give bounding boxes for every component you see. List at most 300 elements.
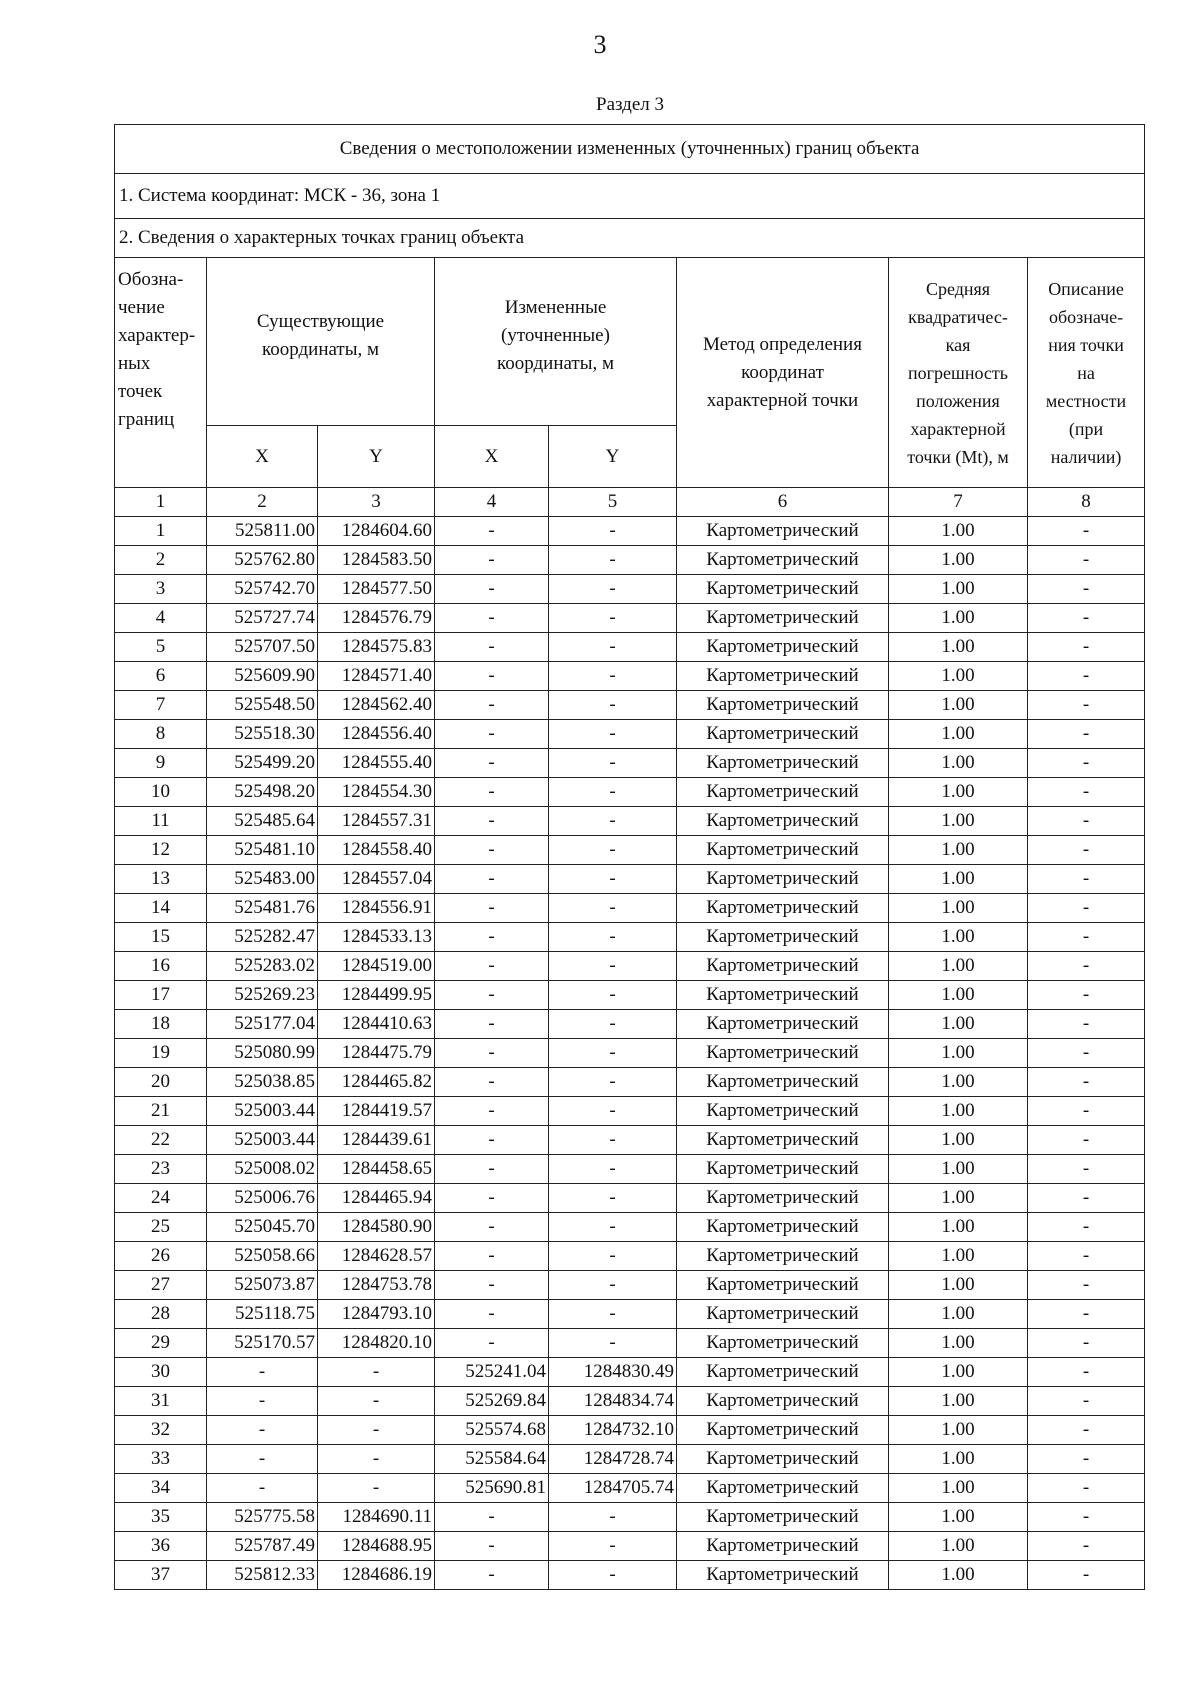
existing-x-cell: 525498.20 <box>207 778 318 807</box>
method-cell: Картометрический <box>677 1329 889 1358</box>
changed-x-cell: - <box>435 604 549 633</box>
accuracy-cell: 1.00 <box>889 662 1028 691</box>
existing-y-cell: 1284628.57 <box>318 1242 435 1271</box>
description-cell: - <box>1028 575 1145 604</box>
method-cell: Картометрический <box>677 1242 889 1271</box>
changed-x-cell: - <box>435 517 549 546</box>
changed-x-cell: - <box>435 749 549 778</box>
table-row <box>115 981 1145 1010</box>
method-cell: Картометрический <box>677 981 889 1010</box>
table-row <box>115 778 1145 807</box>
existing-x-cell: - <box>207 1358 318 1387</box>
description-cell: - <box>1028 1532 1145 1561</box>
existing-x-cell: 525707.50 <box>207 633 318 662</box>
table-row <box>115 604 1145 633</box>
point-number-cell: 20 <box>115 1068 207 1097</box>
changed-x-cell: - <box>435 1097 549 1126</box>
existing-y-cell: 1284439.61 <box>318 1126 435 1155</box>
description-cell: - <box>1028 836 1145 865</box>
description-cell: - <box>1028 1155 1145 1184</box>
table-row <box>115 1184 1145 1213</box>
changed-x-cell: - <box>435 1068 549 1097</box>
changed-x-cell: - <box>435 662 549 691</box>
existing-y-cell: - <box>318 1474 435 1503</box>
method-cell: Картометрический <box>677 720 889 749</box>
description-cell: - <box>1028 1329 1145 1358</box>
table-row <box>115 865 1145 894</box>
existing-y-cell: 1284558.40 <box>318 836 435 865</box>
changed-x-cell: - <box>435 865 549 894</box>
point-number-cell: 8 <box>115 720 207 749</box>
changed-x-cell: - <box>435 1561 549 1590</box>
method-cell: Картометрический <box>677 691 889 720</box>
changed-y-cell: 1284705.74 <box>549 1474 677 1503</box>
accuracy-cell: 1.00 <box>889 720 1028 749</box>
changed-x-cell: - <box>435 1155 549 1184</box>
existing-y-cell: - <box>318 1358 435 1387</box>
description-cell: - <box>1028 923 1145 952</box>
description-cell: - <box>1028 865 1145 894</box>
changed-y-cell: - <box>549 1329 677 1358</box>
existing-x-cell: 525080.99 <box>207 1039 318 1068</box>
accuracy-cell: 1.00 <box>889 894 1028 923</box>
accuracy-cell: 1.00 <box>889 1097 1028 1126</box>
existing-y-cell: 1284577.50 <box>318 575 435 604</box>
changed-x-cell: - <box>435 691 549 720</box>
point-number-cell: 21 <box>115 1097 207 1126</box>
method-cell: Картометрический <box>677 778 889 807</box>
table-row <box>115 1445 1145 1474</box>
table-title: Сведения о местоположении измененных (уточненных) границ объекта <box>115 125 1145 174</box>
description-cell: - <box>1028 981 1145 1010</box>
existing-x-cell: 525483.00 <box>207 865 318 894</box>
header-accuracy: Средняя квадратичес- кая погрешность положения характерной точки (Mt), м <box>889 258 1028 488</box>
changed-y-cell: - <box>549 575 677 604</box>
changed-y-cell: - <box>549 894 677 923</box>
method-cell: Картометрический <box>677 633 889 662</box>
changed-y-cell: - <box>549 1300 677 1329</box>
table-row <box>115 1213 1145 1242</box>
existing-y-cell: 1284753.78 <box>318 1271 435 1300</box>
description-cell: - <box>1028 633 1145 662</box>
method-cell: Картометрический <box>677 1445 889 1474</box>
accuracy-cell: 1.00 <box>889 1213 1028 1242</box>
point-number-cell: 30 <box>115 1358 207 1387</box>
description-cell: - <box>1028 894 1145 923</box>
column-number: 6 <box>677 488 889 517</box>
accuracy-cell: 1.00 <box>889 691 1028 720</box>
method-cell: Картометрический <box>677 1068 889 1097</box>
description-cell: - <box>1028 952 1145 981</box>
method-cell: Картометрический <box>677 1155 889 1184</box>
accuracy-cell: 1.00 <box>889 1358 1028 1387</box>
header-changed-coords: Измененные (уточненные) координаты, м <box>435 258 677 426</box>
table-row <box>115 1416 1145 1445</box>
existing-x-cell: 525282.47 <box>207 923 318 952</box>
table-row <box>115 1300 1145 1329</box>
header-method: Метод определения координат характерной точки <box>677 258 889 488</box>
existing-x-cell: 525045.70 <box>207 1213 318 1242</box>
accuracy-cell: 1.00 <box>889 633 1028 662</box>
changed-x-cell: - <box>435 575 549 604</box>
method-cell: Картометрический <box>677 1097 889 1126</box>
existing-x-cell: 525003.44 <box>207 1097 318 1126</box>
header-changed-y: Y <box>549 426 677 488</box>
existing-y-cell: 1284580.90 <box>318 1213 435 1242</box>
point-number-cell: 36 <box>115 1532 207 1561</box>
changed-x-cell: 525269.84 <box>435 1387 549 1416</box>
existing-x-cell: 525008.02 <box>207 1155 318 1184</box>
header-existing-x: X <box>207 426 318 488</box>
point-number-cell: 27 <box>115 1271 207 1300</box>
description-cell: - <box>1028 1068 1145 1097</box>
changed-x-cell: - <box>435 1126 549 1155</box>
existing-x-cell: 525499.20 <box>207 749 318 778</box>
existing-x-cell: 525073.87 <box>207 1271 318 1300</box>
header-changed-x: X <box>435 426 549 488</box>
point-number-cell: 19 <box>115 1039 207 1068</box>
method-cell: Картометрический <box>677 1184 889 1213</box>
accuracy-cell: 1.00 <box>889 1474 1028 1503</box>
table-row <box>115 662 1145 691</box>
method-cell: Картометрический <box>677 1358 889 1387</box>
point-number-cell: 35 <box>115 1503 207 1532</box>
accuracy-cell: 1.00 <box>889 952 1028 981</box>
existing-x-cell: 525812.33 <box>207 1561 318 1590</box>
changed-x-cell: - <box>435 894 549 923</box>
method-cell: Картометрический <box>677 1271 889 1300</box>
point-number-cell: 32 <box>115 1416 207 1445</box>
method-cell: Картометрический <box>677 546 889 575</box>
description-cell: - <box>1028 691 1145 720</box>
changed-y-cell: - <box>549 1155 677 1184</box>
method-cell: Картометрический <box>677 1503 889 1532</box>
existing-x-cell: 525775.58 <box>207 1503 318 1532</box>
changed-y-cell: - <box>549 1126 677 1155</box>
method-cell: Картометрический <box>677 865 889 894</box>
existing-y-cell: 1284519.00 <box>318 952 435 981</box>
header-existing-coords: Существующие координаты, м <box>207 258 435 426</box>
changed-y-cell: - <box>549 517 677 546</box>
method-cell: Картометрический <box>677 923 889 952</box>
existing-x-cell: - <box>207 1445 318 1474</box>
section-title: Раздел 3 <box>596 94 664 115</box>
existing-y-cell: 1284557.31 <box>318 807 435 836</box>
changed-y-cell: - <box>549 1503 677 1532</box>
description-cell: - <box>1028 1416 1145 1445</box>
changed-x-cell: - <box>435 1271 549 1300</box>
changed-y-cell: 1284732.10 <box>549 1416 677 1445</box>
changed-y-cell: - <box>549 836 677 865</box>
accuracy-cell: 1.00 <box>889 604 1028 633</box>
table-row <box>115 691 1145 720</box>
changed-x-cell: - <box>435 923 549 952</box>
column-number-row <box>115 488 1145 517</box>
existing-y-cell: 1284604.60 <box>318 517 435 546</box>
point-number-cell: 5 <box>115 633 207 662</box>
point-number-cell: 10 <box>115 778 207 807</box>
changed-x-cell: - <box>435 1329 549 1358</box>
method-cell: Картометрический <box>677 1300 889 1329</box>
column-number: 1 <box>115 488 207 517</box>
existing-x-cell: 525742.70 <box>207 575 318 604</box>
existing-x-cell: 525003.44 <box>207 1126 318 1155</box>
point-number-cell: 28 <box>115 1300 207 1329</box>
existing-y-cell: 1284556.40 <box>318 720 435 749</box>
changed-y-cell: 1284728.74 <box>549 1445 677 1474</box>
accuracy-cell: 1.00 <box>889 1184 1028 1213</box>
coordinate-system: 1. Система координат: МСК - 36, зона 1 <box>115 174 1145 219</box>
accuracy-cell: 1.00 <box>889 1329 1028 1358</box>
accuracy-cell: 1.00 <box>889 1126 1028 1155</box>
changed-y-cell: - <box>549 604 677 633</box>
changed-y-cell: - <box>549 1068 677 1097</box>
changed-x-cell: - <box>435 952 549 981</box>
existing-y-cell: 1284556.91 <box>318 894 435 923</box>
existing-y-cell: 1284575.83 <box>318 633 435 662</box>
existing-x-cell: - <box>207 1474 318 1503</box>
existing-x-cell: 525038.85 <box>207 1068 318 1097</box>
point-number-cell: 37 <box>115 1561 207 1590</box>
point-number-cell: 13 <box>115 865 207 894</box>
accuracy-cell: 1.00 <box>889 778 1028 807</box>
point-number-cell: 12 <box>115 836 207 865</box>
changed-y-cell: - <box>549 1242 677 1271</box>
table-row <box>115 923 1145 952</box>
table-row <box>115 633 1145 662</box>
changed-x-cell: - <box>435 1503 549 1532</box>
accuracy-cell: 1.00 <box>889 749 1028 778</box>
existing-y-cell: 1284465.82 <box>318 1068 435 1097</box>
existing-y-cell: 1284562.40 <box>318 691 435 720</box>
header-designation: Обозна- чение характер- ных точек границ <box>115 258 207 488</box>
changed-y-cell: - <box>549 546 677 575</box>
existing-x-cell: 525518.30 <box>207 720 318 749</box>
point-number-cell: 22 <box>115 1126 207 1155</box>
existing-y-cell: 1284458.65 <box>318 1155 435 1184</box>
existing-y-cell: 1284475.79 <box>318 1039 435 1068</box>
accuracy-cell: 1.00 <box>889 865 1028 894</box>
accuracy-cell: 1.00 <box>889 1155 1028 1184</box>
table-row <box>115 1271 1145 1300</box>
changed-x-cell: 525690.81 <box>435 1474 549 1503</box>
changed-x-cell: - <box>435 1184 549 1213</box>
method-cell: Картометрический <box>677 894 889 923</box>
existing-y-cell: 1284820.10 <box>318 1329 435 1358</box>
existing-x-cell: 525481.10 <box>207 836 318 865</box>
existing-x-cell: 525481.76 <box>207 894 318 923</box>
point-number-cell: 18 <box>115 1010 207 1039</box>
table-row <box>115 1097 1145 1126</box>
existing-x-cell: 525787.49 <box>207 1532 318 1561</box>
existing-y-cell: 1284686.19 <box>318 1561 435 1590</box>
method-cell: Картометрический <box>677 662 889 691</box>
table-row <box>115 1329 1145 1358</box>
table-row <box>115 1068 1145 1097</box>
description-cell: - <box>1028 1184 1145 1213</box>
changed-x-cell: - <box>435 633 549 662</box>
accuracy-cell: 1.00 <box>889 1271 1028 1300</box>
changed-x-cell: - <box>435 1039 549 1068</box>
description-cell: - <box>1028 749 1145 778</box>
method-cell: Картометрический <box>677 1532 889 1561</box>
changed-x-cell: 525574.68 <box>435 1416 549 1445</box>
existing-x-cell: 525609.90 <box>207 662 318 691</box>
point-number-cell: 33 <box>115 1445 207 1474</box>
method-cell: Картометрический <box>677 807 889 836</box>
point-number-cell: 31 <box>115 1387 207 1416</box>
description-cell: - <box>1028 1242 1145 1271</box>
changed-y-cell: - <box>549 1532 677 1561</box>
point-number-cell: 24 <box>115 1184 207 1213</box>
table-row <box>115 1561 1145 1590</box>
existing-y-cell: 1284583.50 <box>318 546 435 575</box>
method-cell: Картометрический <box>677 575 889 604</box>
changed-x-cell: - <box>435 1010 549 1039</box>
method-cell: Картометрический <box>677 604 889 633</box>
point-number-cell: 3 <box>115 575 207 604</box>
method-cell: Картометрический <box>677 1010 889 1039</box>
changed-x-cell: 525584.64 <box>435 1445 549 1474</box>
accuracy-cell: 1.00 <box>889 1503 1028 1532</box>
description-cell: - <box>1028 662 1145 691</box>
table-row <box>115 1358 1145 1387</box>
table-row <box>115 749 1145 778</box>
description-cell: - <box>1028 1271 1145 1300</box>
method-cell: Картометрический <box>677 1416 889 1445</box>
changed-y-cell: - <box>549 662 677 691</box>
method-cell: Картометрический <box>677 1387 889 1416</box>
point-number-cell: 6 <box>115 662 207 691</box>
changed-x-cell: - <box>435 981 549 1010</box>
table-row <box>115 1010 1145 1039</box>
method-cell: Картометрический <box>677 1561 889 1590</box>
existing-y-cell: 1284571.40 <box>318 662 435 691</box>
existing-x-cell: 525727.74 <box>207 604 318 633</box>
description-cell: - <box>1028 1126 1145 1155</box>
changed-y-cell: - <box>549 1184 677 1213</box>
page-number: 3 <box>593 30 607 59</box>
changed-y-cell: - <box>549 778 677 807</box>
table-row <box>115 1242 1145 1271</box>
method-cell: Картометрический <box>677 517 889 546</box>
description-cell: - <box>1028 1097 1145 1126</box>
existing-y-cell: 1284688.95 <box>318 1532 435 1561</box>
accuracy-cell: 1.00 <box>889 517 1028 546</box>
table-row <box>115 1155 1145 1184</box>
table-row <box>115 575 1145 604</box>
point-number-cell: 2 <box>115 546 207 575</box>
changed-x-cell: - <box>435 546 549 575</box>
existing-y-cell: 1284557.04 <box>318 865 435 894</box>
point-number-cell: 34 <box>115 1474 207 1503</box>
column-number: 3 <box>318 488 435 517</box>
description-cell: - <box>1028 1039 1145 1068</box>
table-row <box>115 894 1145 923</box>
description-cell: - <box>1028 604 1145 633</box>
header-description: Описание обозначе- ния точки на местности (при наличии) <box>1028 258 1145 488</box>
existing-x-cell: 525548.50 <box>207 691 318 720</box>
table-row <box>115 546 1145 575</box>
changed-y-cell: - <box>549 1097 677 1126</box>
existing-y-cell: - <box>318 1445 435 1474</box>
method-cell: Картометрический <box>677 749 889 778</box>
existing-y-cell: 1284533.13 <box>318 923 435 952</box>
table-row <box>115 517 1145 546</box>
header-existing-y: Y <box>318 426 435 488</box>
point-number-cell: 15 <box>115 923 207 952</box>
table-row <box>115 1474 1145 1503</box>
description-cell: - <box>1028 1561 1145 1590</box>
existing-x-cell: 525269.23 <box>207 981 318 1010</box>
description-cell: - <box>1028 1445 1145 1474</box>
table-row <box>115 1532 1145 1561</box>
existing-x-cell: 525762.80 <box>207 546 318 575</box>
existing-y-cell: - <box>318 1416 435 1445</box>
method-cell: Картометрический <box>677 1213 889 1242</box>
description-cell: - <box>1028 807 1145 836</box>
table-row <box>115 836 1145 865</box>
accuracy-cell: 1.00 <box>889 1242 1028 1271</box>
accuracy-cell: 1.00 <box>889 836 1028 865</box>
existing-x-cell: 525485.64 <box>207 807 318 836</box>
changed-y-cell: 1284830.49 <box>549 1358 677 1387</box>
existing-y-cell: 1284554.30 <box>318 778 435 807</box>
description-cell: - <box>1028 1213 1145 1242</box>
changed-x-cell: 525241.04 <box>435 1358 549 1387</box>
changed-y-cell: - <box>549 691 677 720</box>
accuracy-cell: 1.00 <box>889 1068 1028 1097</box>
description-cell: - <box>1028 1010 1145 1039</box>
changed-y-cell: - <box>549 720 677 749</box>
description-cell: - <box>1028 1358 1145 1387</box>
changed-x-cell: - <box>435 836 549 865</box>
accuracy-cell: 1.00 <box>889 1416 1028 1445</box>
table-row <box>115 952 1145 981</box>
point-number-cell: 29 <box>115 1329 207 1358</box>
method-cell: Картометрический <box>677 1474 889 1503</box>
existing-x-cell: 525170.57 <box>207 1329 318 1358</box>
description-cell: - <box>1028 720 1145 749</box>
changed-x-cell: - <box>435 1242 549 1271</box>
method-cell: Картометрический <box>677 952 889 981</box>
table-row <box>115 720 1145 749</box>
point-number-cell: 1 <box>115 517 207 546</box>
description-cell: - <box>1028 1387 1145 1416</box>
points-caption: 2. Сведения о характерных точках границ объекта <box>115 219 1145 258</box>
existing-y-cell: 1284465.94 <box>318 1184 435 1213</box>
point-number-cell: 14 <box>115 894 207 923</box>
accuracy-cell: 1.00 <box>889 923 1028 952</box>
accuracy-cell: 1.00 <box>889 1532 1028 1561</box>
column-number: 2 <box>207 488 318 517</box>
column-number: 8 <box>1028 488 1145 517</box>
changed-y-cell: - <box>549 865 677 894</box>
point-number-cell: 25 <box>115 1213 207 1242</box>
point-number-cell: 26 <box>115 1242 207 1271</box>
column-number: 5 <box>549 488 677 517</box>
accuracy-cell: 1.00 <box>889 807 1028 836</box>
accuracy-cell: 1.00 <box>889 1039 1028 1068</box>
existing-y-cell: 1284499.95 <box>318 981 435 1010</box>
existing-x-cell: 525283.02 <box>207 952 318 981</box>
accuracy-cell: 1.00 <box>889 1010 1028 1039</box>
description-cell: - <box>1028 1503 1145 1532</box>
existing-y-cell: 1284576.79 <box>318 604 435 633</box>
existing-y-cell: - <box>318 1387 435 1416</box>
changed-y-cell: - <box>549 807 677 836</box>
existing-x-cell: 525118.75 <box>207 1300 318 1329</box>
